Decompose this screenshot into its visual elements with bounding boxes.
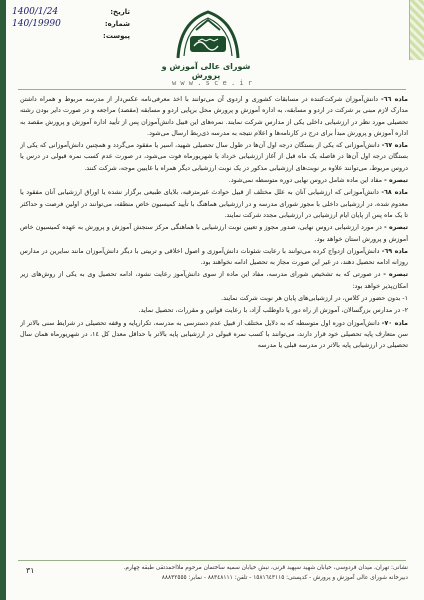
article-66-text: دانش‌آموزان شرکت‌کننده در مسابقات کشوری و اردوی آن می‌توانند با اخذ معرفی‌نامه عکس‌دار از مدرسه مربوط و همراه داشتن مدارک لازم مبنی بر شرکت در اردو و مسابقه، به اداره آموزش و پرورش محل برپایی اردو و مسابقه (مقصد) مراجعه و در صورت دایر بودن رشته تحصیلی مورد نظر در ارزشیابی داخلی یکی از مدارس شرکت نمایند. نمره‌های این قبیل دانش‌آموزان پس از تأیید اداره آموزش و پرورش مقصد به اداره آموزش و پرورش مبدأ برای درج در کارنامه‌ها و اعلام نتیجه به مدرسه ذی‌ربط ارسال می‌شود. (20, 95, 408, 137)
side-color-bar (0, 0, 6, 600)
website-url: w w w . s c e . i r (171, 79, 253, 87)
article-69-item-2: ٢- در مدارس بزرگسالان، آموزش از راه دور یا داوطلب آزاد، با رعایت قوانین و مقررات، تحصیل نماید. (138, 306, 408, 315)
header-divider (18, 89, 406, 90)
logo-caption: شورای عالی آموزش و پرورش (161, 62, 251, 80)
footer-contact: دبیرخانه شورای عالی آموزش و پرورش - کدپستی: ١٥٨١٦٤٣١١٥ - تلفن: ٨٨٣٤٨١١١ - نمابر: ٨٨٨٣٢٥٥٥ (161, 575, 408, 581)
footer-address: نشانی: تهران، میدان فردوسی، خیابان شهید سپهبد قرنی، نبش خیابان سمیه ساختمان مرحوم ملااحمدتقی طبقه چهارم. (123, 565, 408, 571)
article-70-text: دانش‌آموزان دوره اول متوسطه که به دلایل مختلف از قبیل عدم دسترسی به مدرسه، تکرارپایه و وقفه تحصیلی در شرایط سنی بالاتر از سن متعارف پایه تحصیلی خود قرار دارند، می‌توانند با کسب نمره قبولی در ارزشیابی پایه بالاتر با حداقل معدل کل ١٤، در شهریورماه همان سال تحصیلی در ارزشیابی پایه بالاتر در مدرسه قبلی یا مدرسه (20, 318, 408, 350)
article-70 (20, 318, 408, 352)
article-69-note-text: در صورتی که به تشخیص شورای مدرسه، مفاد این ماده از سوی دانش‌آموز رعایت نشود، ادامه تحصیل وی به یکی از روش‌های زیر امکان‌پذیر خواهد بود: (20, 270, 408, 290)
article-66 (20, 94, 408, 139)
article-69-note-heading: تبصره - (383, 270, 408, 279)
article-67-note-heading: تبصره - (384, 176, 408, 185)
article-67-note (20, 175, 408, 186)
date-row (12, 6, 130, 18)
article-67-text: دانش‌آموزانی که یکی از بستگان درجه اول آن‌ها در طول سال تحصیلی شهید، اسیر یا مفقود می‌گردد و همچنین دانش‌آموزانی که یکی از بستگان درجه اول آن‌ها در فاصله یک ماه قبل از آغاز ارزشیابی خرداد یا شهریورماه فوت می‌شود، در صورت عدم کسب نمره قبولی در درس یا دروس مربوط، می‌توانند علاوه بر نوبت‌های ارزشیابی مذکور در یک نوبت ارزشیابی دیگر همراه با غایبین موجه، شرکت کنند. (20, 141, 408, 172)
article-67-note-text: مفاد این ماده شامل دروس نهایی دوره متوسطه نمی‌شود. (228, 176, 383, 185)
article-68-note-heading: تبصره - (383, 223, 408, 232)
number-value: 140/19990 (12, 18, 61, 29)
decorative-pattern (409, 0, 424, 60)
article-70-heading: ماده ٧٠- (381, 318, 408, 327)
footer-divider (18, 560, 406, 561)
footer (20, 563, 408, 583)
article-66-heading: ماده ٦٦- (380, 95, 408, 103)
article-69-heading: ماده ٦٩- (381, 246, 408, 255)
article-67-heading: ماده ٦٧- (381, 141, 408, 150)
article-68-note (20, 222, 408, 245)
document-body (20, 94, 408, 556)
article-68-heading: ماده ٦٨- (381, 188, 408, 197)
article-69-text: دانش‌آموزان ازدواج کرده می‌توانند با رعایت شئونات دانش‌آموزی و اصول اخلاقی و تربیتی با دیگر دانش‌آموزان مانند سایرین در مدارس روزانه ادامه تحصیل دهند، در غیر این صورت مجاز به تحصیل ادامه نخواهند بود. (20, 246, 408, 267)
number-label: شماره: (104, 19, 130, 28)
reference-block (12, 6, 130, 42)
date-label: تاریخ: (110, 7, 130, 16)
article-68-note-text: در مورد ارزشیابی دروس نهایی، صدور مجوز و تعیین نوبت ارزشیابی با هماهنگی مرکز سنجش آموزش و پرورش به عهده کمیسیون خاص آموزش و پرورش استان خواهد بود. (20, 223, 408, 243)
article-69 (20, 246, 408, 269)
number-row (12, 18, 130, 30)
article-69-note (20, 269, 408, 292)
article-69-item-1: ١- بدون حضور در کلاس، در ارزشیابی‌های پایان هر نوبت شرکت نمایند. (221, 294, 408, 303)
page-number: ٣١ (26, 566, 35, 575)
article-68 (20, 187, 408, 221)
article-67 (20, 140, 408, 174)
article-68-text: دانش‌آموزانی که ارزشیابی آنان به علل مختلف از قبیل حوادث غیرمترقبه، بلایای طبیعی برگزار نشده یا اوراق ارزشیابی آنان مفقود یا معدوم شده، در ارزشیابی داخلی با مجوز شورای مدرسه و در ارزشیابی هماهنگ با تأیید کمیسیون خاص منطقه، می‌توانند در اولین فرصت و حداکثر تا یک ماه پس از پایان ایام ارزشیابی در ارزشیابی مجدد شرکت نمایند. (20, 188, 408, 219)
attachment-label: پیوست: (103, 31, 130, 40)
date-value: 1400/1/24 (12, 6, 59, 17)
attachment-row (12, 30, 130, 42)
